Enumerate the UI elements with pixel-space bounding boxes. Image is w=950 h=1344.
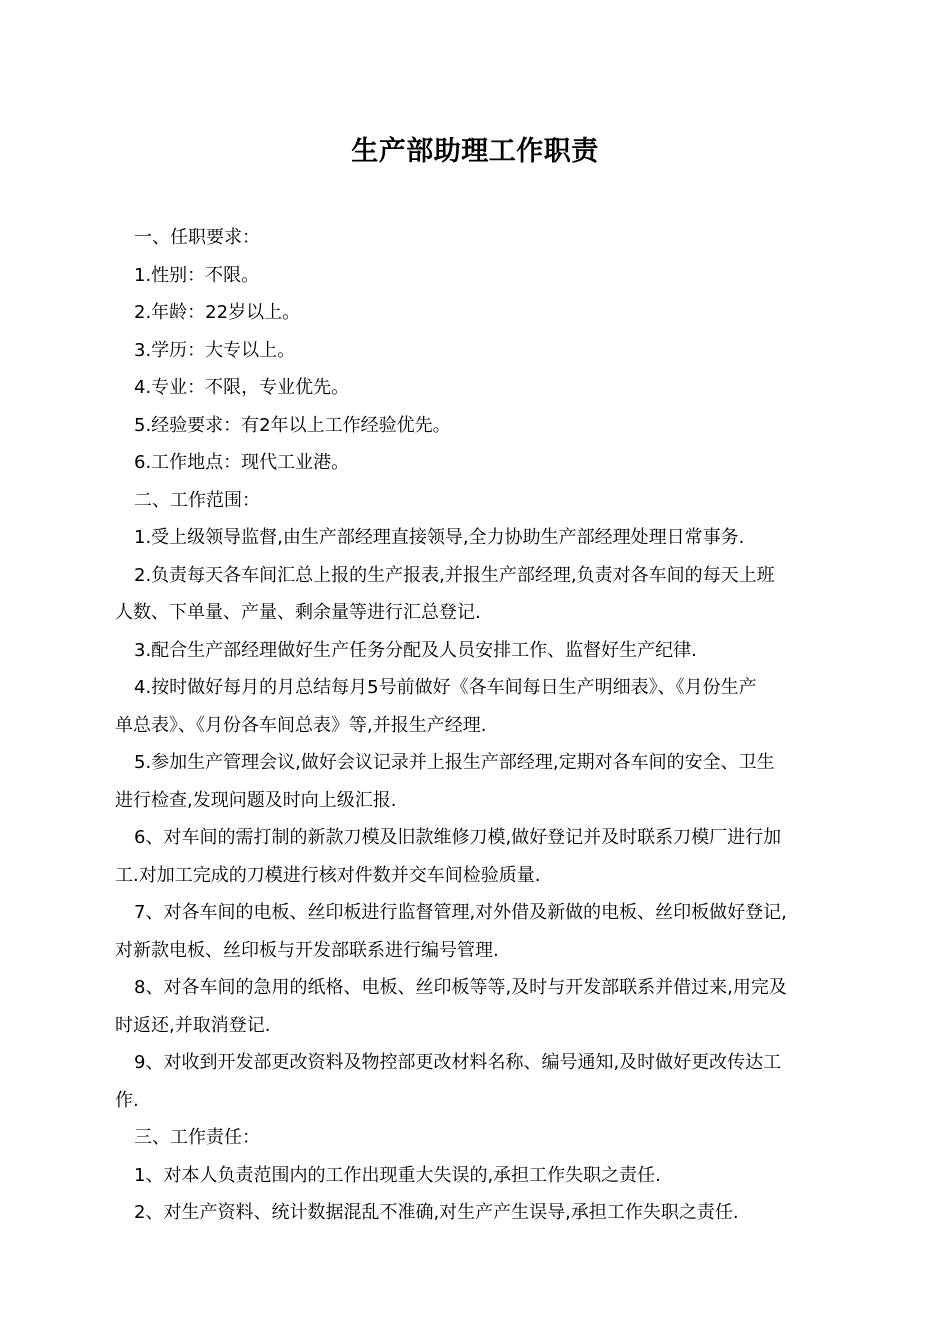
scope-item-7: 7、对各车间的电板、丝印板进行监督管理,对外借及新做的电板、丝印板做好登记, (134, 902, 787, 923)
requirement-age: 2.年龄：22岁以上。 (134, 302, 301, 323)
scope-item-7-cont: 对新款电板、丝印板与开发部联系进行编号管理. (115, 939, 499, 961)
requirement-education: 3.学历：大专以上。 (134, 339, 296, 361)
scope-item-2-cont: 人数、下单量、产量、剩余量等进行汇总登记. (115, 602, 481, 623)
scope-item-4-cont: 单总表》、《月份各车间总表》等,并报生产经理. (115, 714, 487, 736)
requirement-gender: 1.性别：不限。 (134, 264, 260, 286)
scope-item-3: 3.配合生产部经理做好生产任务分配及人员安排工作、监督好生产纪律. (134, 639, 697, 661)
scope-item-6: 6、对车间的需打制的新款刀模及旧款维修刀模,做好登记并及时联系刀模厂进行加 (134, 827, 782, 848)
scope-item-9: 9、对收到开发部更改资料及物控部更改材料名称、编号通知,及时做好更改传达工 (134, 1052, 782, 1073)
scope-item-8: 8、对各车间的急用的纸格、电板、丝印板等等,及时与开发部联系并借过来,用完及 (134, 977, 787, 998)
responsibility-item-1: 1、对本人负责范围内的工作出现重大失误的,承担工作失职之责任. (134, 1164, 661, 1186)
requirement-major: 4.专业：不限，专业优先。 (134, 377, 350, 398)
scope-item-4: 4.按时做好每月的月总结每月5号前做好《各车间每日生产明细表》、《月份生产 (134, 677, 757, 698)
scope-item-8-cont: 时返还,并取消登记. (115, 1014, 271, 1036)
section-heading-responsibility: 三、工作责任： (134, 1127, 260, 1148)
scope-item-5-cont: 进行检查,发现问题及时向上级汇报. (115, 789, 397, 811)
requirement-experience: 5.经验要求：有2年以上工作经验优先。 (134, 414, 451, 436)
scope-item-5: 5.参加生产管理会议,做好会议记录并上报生产部经理,定期对各车间的安全、卫生 (134, 752, 775, 773)
requirement-location: 6.工作地点：现代工业港。 (134, 452, 350, 473)
section-heading-scope: 二、工作范围： (134, 489, 260, 511)
responsibility-item-2: 2、对生产资料、统计数据混乱不准确,对生产产生误导,承担工作失职之责任. (134, 1202, 739, 1223)
scope-item-9-cont: 作. (115, 1089, 139, 1111)
section-heading-requirements: 一、任职要求： (134, 227, 260, 248)
document-title: 生产部助理工作职责 (351, 136, 599, 167)
scope-item-2: 2.负责每天各车间汇总上报的生产报表,并报生产部经理,负责对各车间的每天上班 (134, 564, 775, 586)
scope-item-1: 1.受上级领导监督,由生产部经理直接领导,全力协助生产部经理处理日常事务. (134, 527, 745, 548)
document-body (115, 219, 840, 1232)
scope-item-6-cont: 工.对加工完成的刀模进行核对件数并交车间检验质量. (115, 864, 541, 886)
